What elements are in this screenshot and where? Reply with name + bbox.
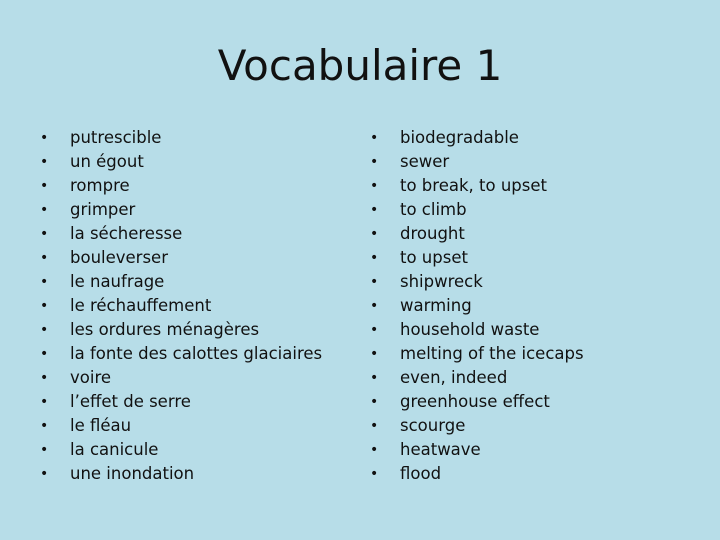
english-term-text: to upset (400, 248, 468, 267)
french-term-text: une inondation (70, 464, 195, 483)
english-term-text: melting of the icecaps (400, 344, 584, 363)
bullet-icon: • (40, 298, 49, 314)
english-term-item (370, 198, 700, 222)
english-term-text: shipwreck (400, 272, 483, 291)
english-term-item (370, 150, 700, 174)
english-term-text: even, indeed (400, 368, 508, 387)
french-term-item (40, 342, 350, 366)
bullet-icon: • (40, 442, 49, 458)
english-term-item (370, 222, 700, 246)
bullet-icon: • (370, 442, 379, 458)
bullet-icon: • (370, 202, 379, 218)
english-translation-list (370, 126, 700, 486)
bullet-icon: • (40, 154, 49, 170)
french-term-item (40, 198, 350, 222)
english-term-item (370, 294, 700, 318)
french-term-text: l’effet de serre (70, 392, 191, 411)
french-term-text: le naufrage (70, 272, 165, 291)
french-term-item (40, 270, 350, 294)
english-term-text: heatwave (400, 440, 481, 459)
french-term-text: un égout (70, 152, 144, 171)
english-term-text: warming (400, 296, 472, 315)
french-term-text: les ordures ménagères (70, 320, 260, 339)
english-term-item (370, 390, 700, 414)
bullet-icon: • (370, 370, 379, 386)
bullet-icon: • (370, 346, 379, 362)
bullet-icon: • (40, 394, 49, 410)
french-term-item (40, 462, 350, 486)
english-term-item (370, 246, 700, 270)
french-term-item (40, 150, 350, 174)
french-term-item (40, 318, 350, 342)
english-term-item (370, 318, 700, 342)
english-term-item (370, 438, 700, 462)
bullet-icon: • (370, 274, 379, 290)
bullet-icon: • (370, 298, 379, 314)
french-term-item (40, 246, 350, 270)
bullet-icon: • (40, 370, 49, 386)
bullet-icon: • (370, 418, 379, 434)
bullet-icon: • (370, 394, 379, 410)
french-term-text: voire (70, 368, 112, 387)
english-term-text: to climb (400, 200, 467, 219)
english-term-text: flood (400, 464, 442, 483)
french-term-item (40, 174, 350, 198)
bullet-icon: • (370, 322, 379, 338)
french-term-text: la fonte des calottes glaciaires (70, 344, 323, 363)
bullet-icon: • (40, 178, 49, 194)
french-term-text: le fléau (70, 416, 132, 435)
bullet-icon: • (370, 130, 379, 146)
english-term-text: household waste (400, 320, 540, 339)
french-term-item (40, 390, 350, 414)
english-term-item (370, 462, 700, 486)
french-term-text: la sécheresse (70, 224, 183, 243)
french-term-item (40, 294, 350, 318)
french-term-item (40, 366, 350, 390)
english-term-item (370, 174, 700, 198)
bullet-icon: • (40, 322, 49, 338)
english-term-item (370, 366, 700, 390)
french-term-item (40, 438, 350, 462)
english-term-text: biodegradable (400, 128, 519, 147)
french-term-item (40, 222, 350, 246)
french-term-text: le réchauffement (70, 296, 212, 315)
bullet-icon: • (40, 466, 49, 482)
slide-title: Vocabulaire 1 (217, 41, 503, 90)
bullet-icon: • (40, 418, 49, 434)
english-term-text: scourge (400, 416, 466, 435)
bullet-icon: • (40, 202, 49, 218)
english-term-item (370, 414, 700, 438)
bullet-icon: • (40, 130, 49, 146)
bullet-icon: • (40, 250, 49, 266)
bullet-icon: • (370, 154, 379, 170)
english-term-text: to break, to upset (400, 176, 547, 195)
english-term-item (370, 342, 700, 366)
english-term-text: drought (400, 224, 465, 243)
french-term-text: la canicule (70, 440, 159, 459)
french-term-item (40, 414, 350, 438)
english-term-text: sewer (400, 152, 450, 171)
french-term-item (40, 126, 350, 150)
bullet-icon: • (40, 274, 49, 290)
bullet-icon: • (370, 178, 379, 194)
bullet-icon: • (370, 226, 379, 242)
bullet-icon: • (370, 466, 379, 482)
english-term-item (370, 126, 700, 150)
bullet-icon: • (40, 346, 49, 362)
french-term-text: putrescible (70, 128, 162, 147)
bullet-icon: • (40, 226, 49, 242)
french-term-text: rompre (70, 176, 130, 195)
french-term-text: grimper (70, 200, 136, 219)
english-term-text: greenhouse effect (400, 392, 550, 411)
french-term-text: bouleverser (70, 248, 168, 267)
french-vocabulary-list (40, 126, 350, 486)
bullet-icon: • (370, 250, 379, 266)
english-term-item (370, 270, 700, 294)
